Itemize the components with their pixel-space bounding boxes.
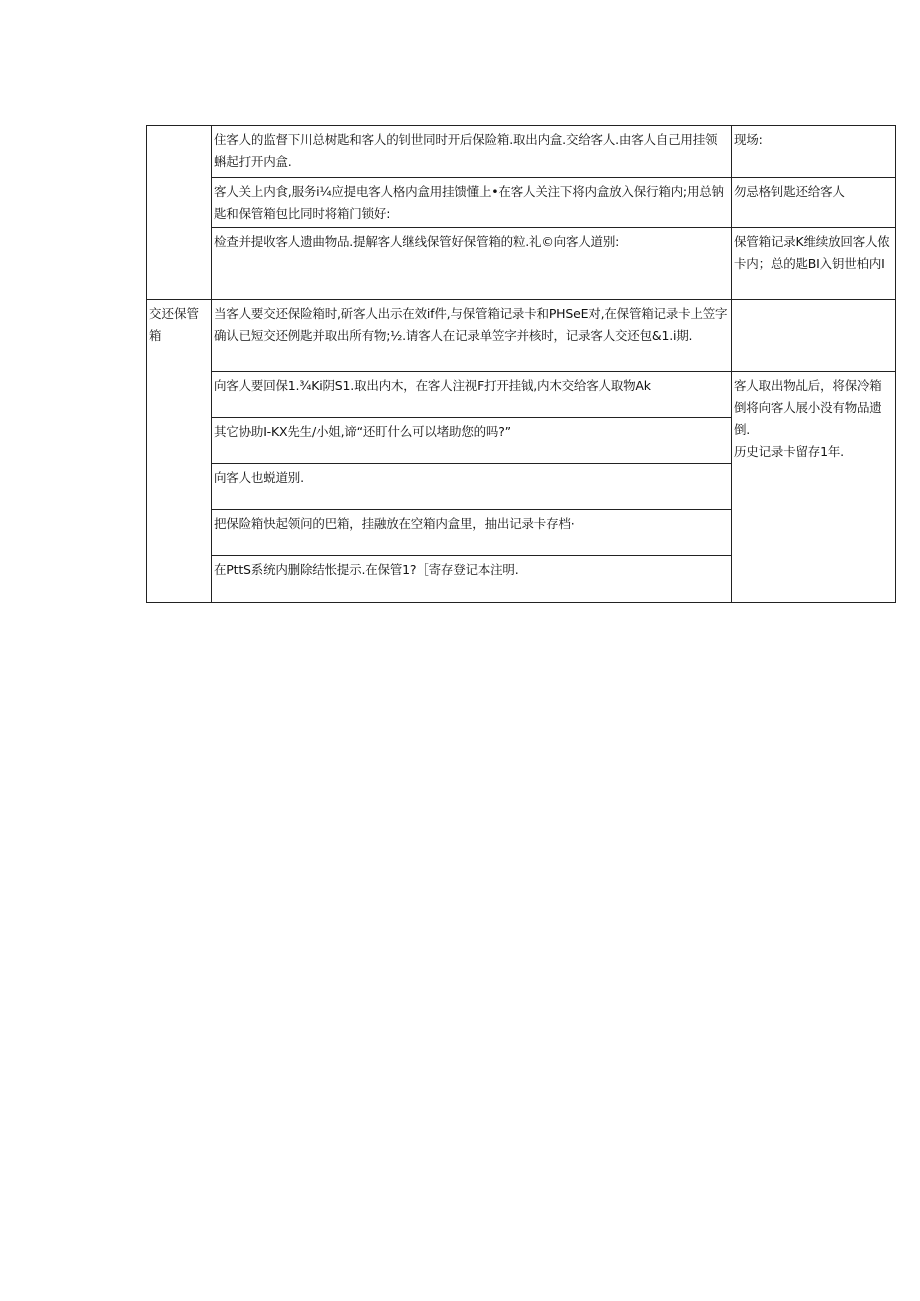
step-text: 向客人要回保1.¾Ki阴S1.取出内木，在客人注视F打开挂钺,内木交给客人取物Ak <box>212 372 732 418</box>
step-text: 住客人的监督下川总树匙和客人的钊世同时开后保险箱.取出内盒.交给客人.由客人自己用挂领蝌起打开内盒. <box>212 126 732 178</box>
step-text: 客人关上内食,服务i¼应提电客人格内盒用挂馈懂上•在客人关注下将内盒放入保行箱内;用总钠匙和保管箱包比同时将箱门锁好: <box>212 178 732 228</box>
table-row <box>147 126 896 178</box>
step-text: 其它协助I-KX先生/小姐,谛“还盯什么可以堵助您的吗?” <box>212 418 732 464</box>
step-text: 把保险箱快起领问的巴箱，挂融放在空箱内盒里，抽出记录卡存档· <box>212 510 732 556</box>
table-row <box>147 372 896 418</box>
note-cell <box>732 372 896 603</box>
step-text: 在PttS系统内删除结怅提示.在保管1?［寄存登记本注明. <box>212 556 732 603</box>
note-line: 历史记录卡留存1年. <box>734 444 844 459</box>
procedure-table <box>146 125 896 603</box>
section-label: 交还保管箱 <box>147 300 212 603</box>
step-text: 检查并提收客人遗曲物品.提解客人继线保管好保管箱的粒.礼©向客人道别: <box>212 228 732 300</box>
table-row <box>147 178 896 228</box>
table-row <box>147 228 896 300</box>
note-text: 保管箱记录K维续放回客人侬卡内；总的匙BI入钥世柏内I <box>732 228 896 300</box>
table-row <box>147 300 896 372</box>
step-text: 向客人也蜕道别. <box>212 464 732 510</box>
note-text: 勿忌格钊匙还给客人 <box>732 178 896 228</box>
step-text: 当客人要交还保险箱时,斫客人出示在效if件,与保管箱记录卡和PHSeE对,在保管箱记录卡上笠字确认已短交还例匙并取出所有物;½.请客人在记录单笠字并核时，记录客人交还包&1.i期. <box>212 300 732 372</box>
note-text: 现场: <box>732 126 896 178</box>
section-label-empty <box>147 126 212 300</box>
note-empty <box>732 300 896 372</box>
note-line: 客人取出物乩后，将保冷箱倒将向客人展小没有物品遗倒. <box>734 378 882 437</box>
